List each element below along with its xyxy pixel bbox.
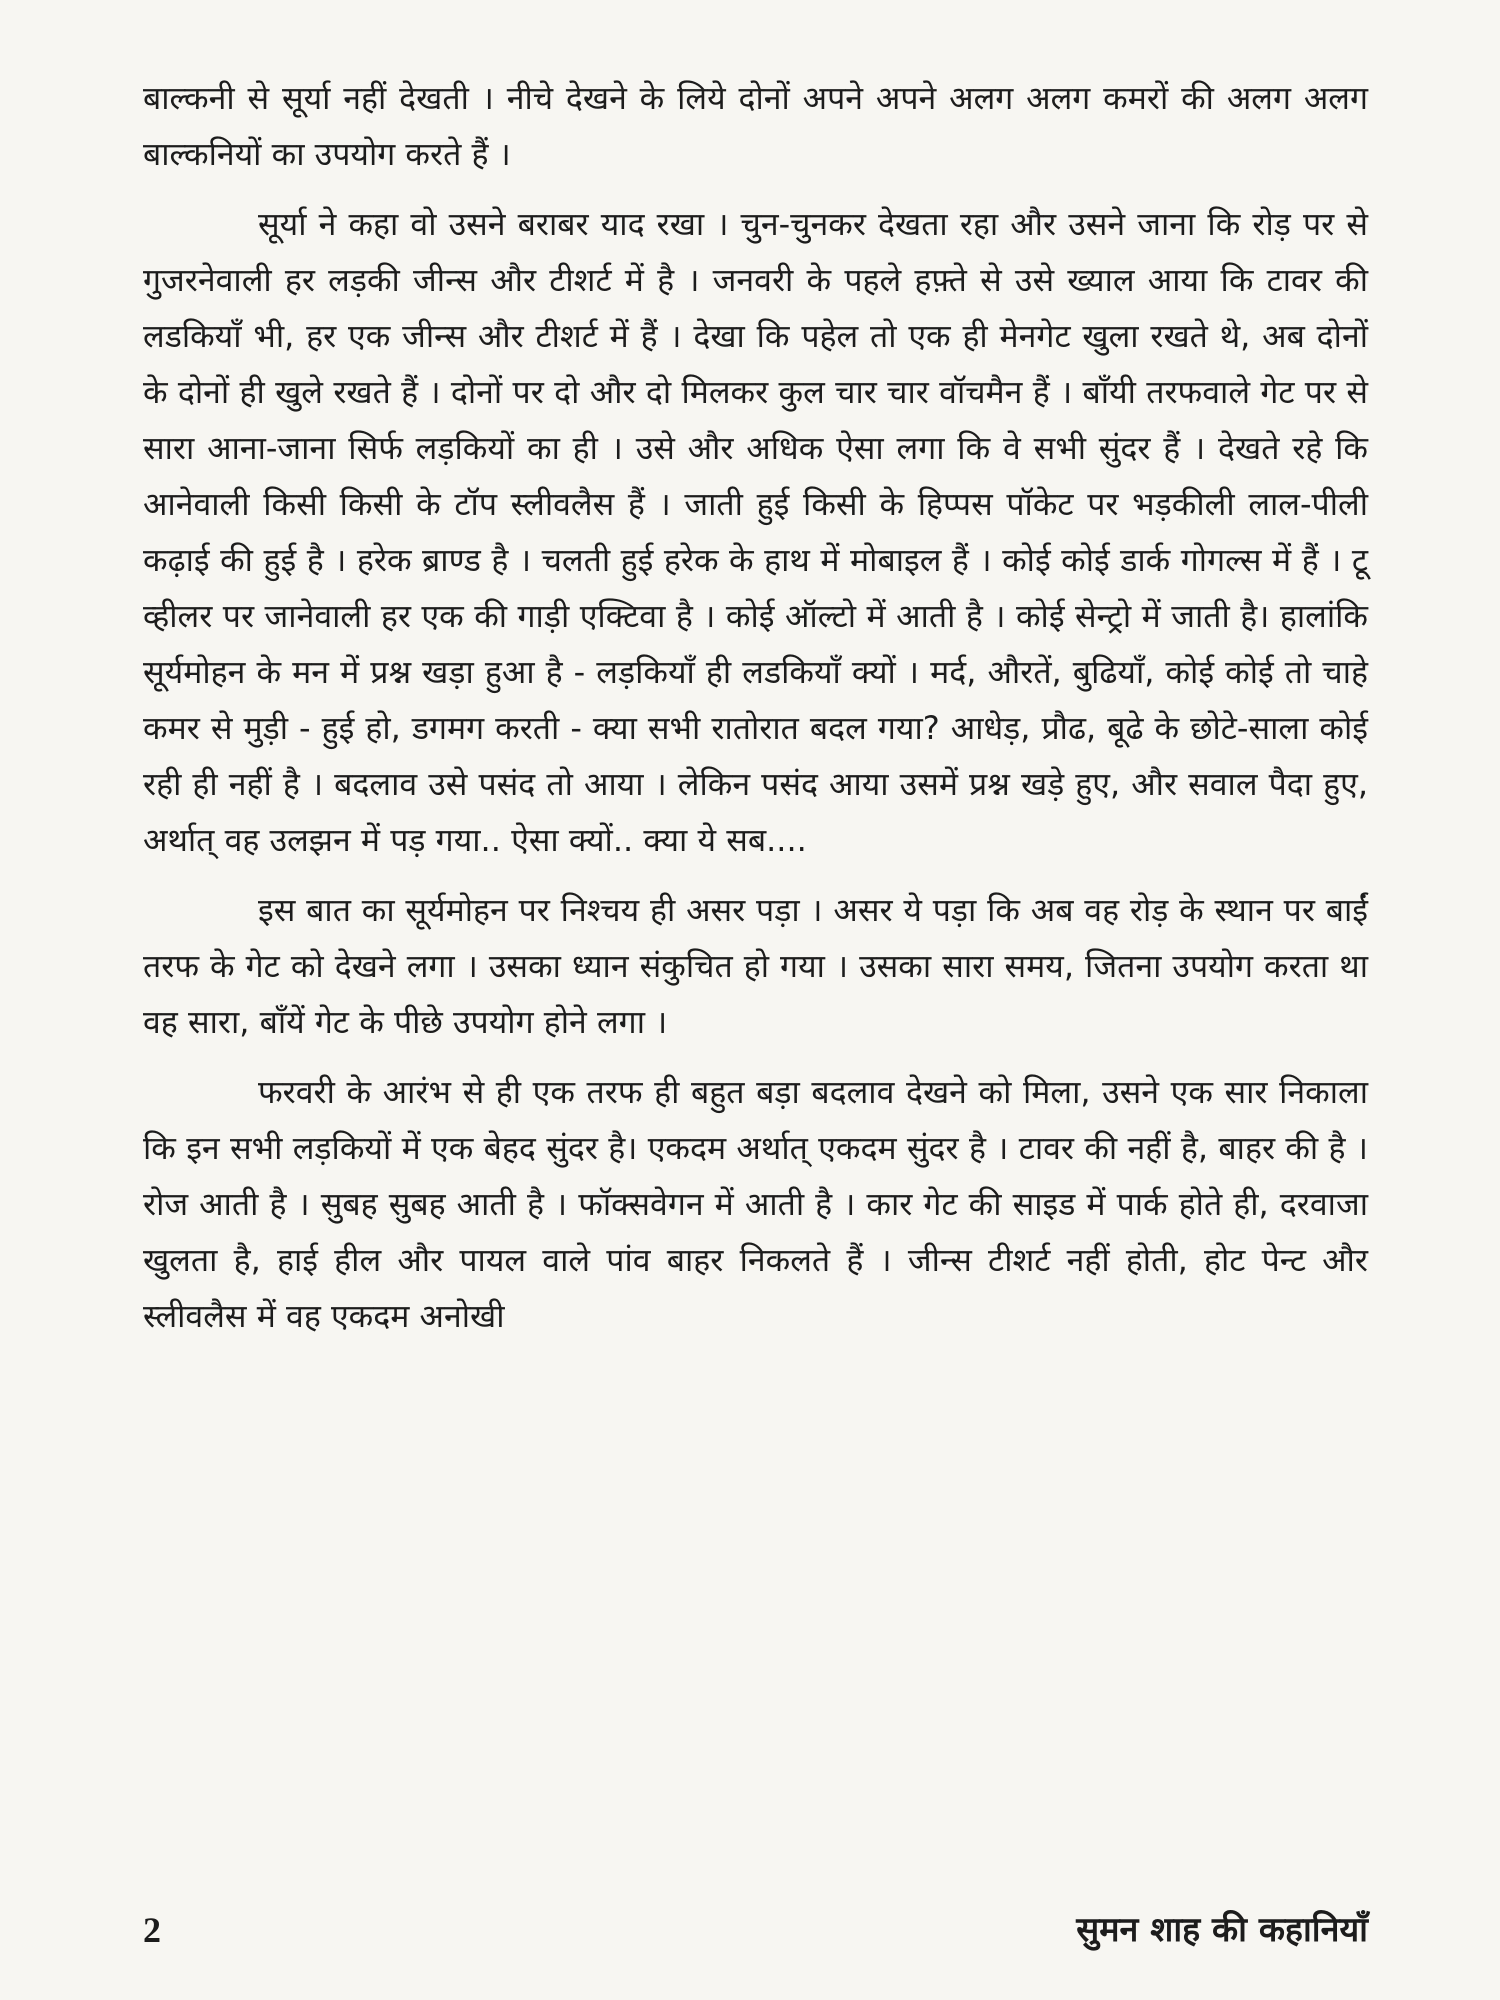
page-number: 2 xyxy=(143,1910,161,1950)
page-footer xyxy=(143,1908,1368,1960)
paragraph-3: इस बात का सूर्यमोहन पर निश्चय ही असर पड़ा । असर ये पड़ा कि अब वह रोड़ के स्थान पर बाईं तरफ के गेट को देखने लगा । उसका ध्यान संकुचित हो गया । उसका सारा समय, जितना उपयोग करता था वह सारा, बाँयें गेट के पीछे उपयोग होने लगा । xyxy=(143,891,1368,1041)
body-text xyxy=(143,70,1368,1344)
paragraph-1: बाल्कनी से सूर्या नहीं देखती । नीचे देखने के लिये दोनों अपने अपने अलग अलग कमरों की अलग अलग बाल्कनियों का उपयोग करते हैं । xyxy=(143,79,1368,173)
paragraph-4: फरवरी के आरंभ से ही एक तरफ ही बहुत बड़ा बदलाव देखने को मिला, उसने एक सार निकाला कि इन सभी लड़कियों में एक बेहद सुंदर है। एकदम अर्थात् एकदम सुंदर है । टावर की नहीं है, बाहर की है । रोज आती है । सुबह सुबह आती है । फॉक्सवेगन में आती है । कार गेट की साइड में पार्क होते ही, दरवाजा खुलता है, हाई हील और पायल वाले पांव बाहर निकलते हैं । जीन्स टीशर्ट नहीं होती, होट पेन्ट और स्लीवलैस में वह एकदम अनोखी xyxy=(143,1073,1368,1335)
running-title: सुमन शाह की कहानियाँ xyxy=(1076,1910,1368,1950)
paragraph-2: सूर्या ने कहा वो उसने बराबर याद रखा । चुन-चुनकर देखता रहा और उसने जाना कि रोड़ पर से गुजरनेवाली हर लड़की जीन्स और टीशर्ट में है । जनवरी के पहले हफ़्ते से उसे ख्याल आया कि टावर की लडकियाँ भी, हर एक जीन्स और टीशर्ट में हैं । देखा कि पहेल तो एक ही मेनगेट खुला रखते थे, अब दोनों के दोनों ही खुले रखते हैं । दोनों पर दो और दो मिलकर कुल चार चार वॉचमैन हैं । बाँयी तरफवाले गेट पर से सारा आना-जाना सिर्फ लड़कियों का ही । उसे और अधिक ऐसा लगा कि वे सभी सुंदर हैं । देखते रहे कि आनेवाली किसी किसी के टॉप स्लीवलैस हैं । जाती हुई किसी के हिप्पस पॉकेट पर भड़कीली लाल-पीली कढ़ाई की हुई है । हरेक ब्राण्ड है । चलती हुई हरेक के हाथ में मोबाइल हैं । कोई कोई डार्क गोगल्स में हैं । टू व्हीलर पर जानेवाली हर एक की गाड़ी एक्टिवा है । कोई ऑल्टो में आती है । कोई सेन्ट्रो में जाती है। हालांकि सूर्यमोहन के मन में प्रश्न खड़ा हुआ है - लड़कियाँ ही लडकियाँ क्यों । मर्द, औरतें, बुढियाँ, कोई कोई तो चाहे कमर से मुड़ी - हुई हो, डगमग करती - क्या सभी रातोरात बदल गया? आधेड़, प्रौढ, बूढे के छोटे-साला कोई रही ही नहीं है । बदलाव उसे पसंद तो आया । लेकिन पसंद आया उसमें प्रश्न खड़े हुए, और सवाल पैदा हुए, अर्थात् वह उलझन में पड़ गया.. ऐसा क्यों.. क्या ये सब.... xyxy=(143,205,1368,859)
